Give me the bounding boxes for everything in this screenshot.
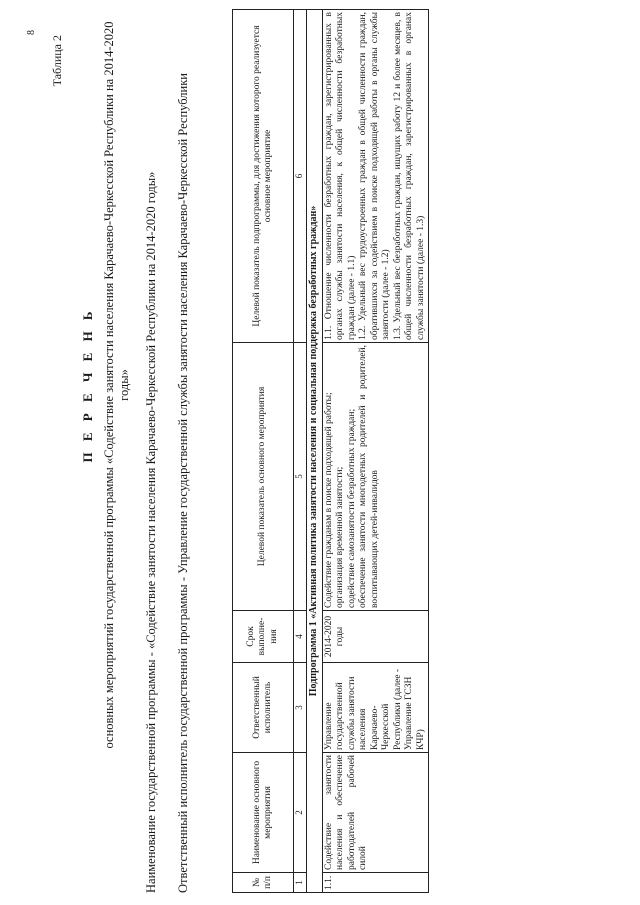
table-header-row	[233, 10, 294, 893]
column-number: 2	[294, 753, 307, 873]
row-indicators	[322, 343, 429, 611]
executor-line: Ответственный исполнитель государственной программы - Управление государственной службы занятости населения Карачаево-Черкесской Республики	[176, 73, 190, 893]
program-name-line: Наименование государственной программы - «Содействие занятости населения Карачаево-Черкесской Республики на 2014-2020 годы»	[144, 171, 158, 893]
column-number: 1	[294, 873, 307, 893]
header-name: Наименование основного мероприятия	[233, 753, 294, 873]
indicator-item: Содействие гражданам в поиске подходящей работы;	[323, 392, 334, 608]
indicator-item: организация временной занятости;	[335, 466, 345, 608]
target-item: 1.3. Удельный вес безработных граждан, ищущих работу 12 и более месяцев, в общей численности безработных граждан, зарегистрированных в органах службы занятости (далее - 1.3)	[392, 12, 426, 340]
target-item: 1.2. Удельный вес трудоустроенных граждан в общей численности граждан, обратившихся за содействием в поиске подходящей работы в органы службы занятости (далее - 1.2)	[358, 12, 391, 340]
subprogram-row	[306, 10, 322, 893]
column-number: 6	[294, 10, 307, 343]
column-number: 4	[294, 611, 307, 663]
row-term: 2014-2020 годы	[322, 611, 429, 663]
subprogram-title: Подпрограмма 1 «Активная политика занятости населения и социальная поддержка безработных граждан»	[306, 10, 322, 893]
document-title: П Е Р Е Ч Е Н Ь	[80, 307, 95, 463]
row-measure-name: Содействие занятости населения и обеспечение работодателей рабочей силой	[322, 753, 429, 873]
column-number: 5	[294, 343, 307, 611]
document-subtitle: основных мероприятий государственной программы «Содействие занятости населения Карачаево-Черкесской Республики на 2014-2020 годы»	[102, 21, 131, 749]
header-term: Срок выполне-ния	[233, 611, 294, 663]
measures-table	[232, 9, 429, 893]
target-item: 1.1. Отношение численности безработных граждан, зарегистрированных в органах службы занятости населения, к общей численности безработных граждан (далее - 1.1)	[323, 12, 357, 340]
table-label: Таблица 2	[50, 35, 64, 87]
header-program-indicator: Целевой показатель подпрограммы, для достижения которого реализуется основное мероприятие	[233, 10, 294, 343]
header-indicator: Целевой показатель основного мероприятия	[233, 343, 294, 611]
page-number: 8	[26, 30, 37, 35]
column-number: 3	[294, 663, 307, 753]
column-number-row	[294, 10, 307, 893]
row-num: 1.1.	[322, 873, 429, 893]
table-row	[322, 10, 429, 893]
row-executor: Управление государственной службы занятости населения Карачаево-Черкесской Республики (далее - Управление ГСЗН КЧР)	[322, 663, 429, 753]
header-executor: Ответственный исполнитель	[233, 663, 294, 753]
indicator-item: содействие самозанятости безработных граждан;	[346, 408, 357, 608]
indicator-item: обеспечение занятости многодетных родителей и родителей, воспитывающих детей-инвалидов	[358, 345, 380, 608]
header-num: № п/п	[233, 873, 294, 893]
row-program-indicators	[322, 10, 429, 343]
